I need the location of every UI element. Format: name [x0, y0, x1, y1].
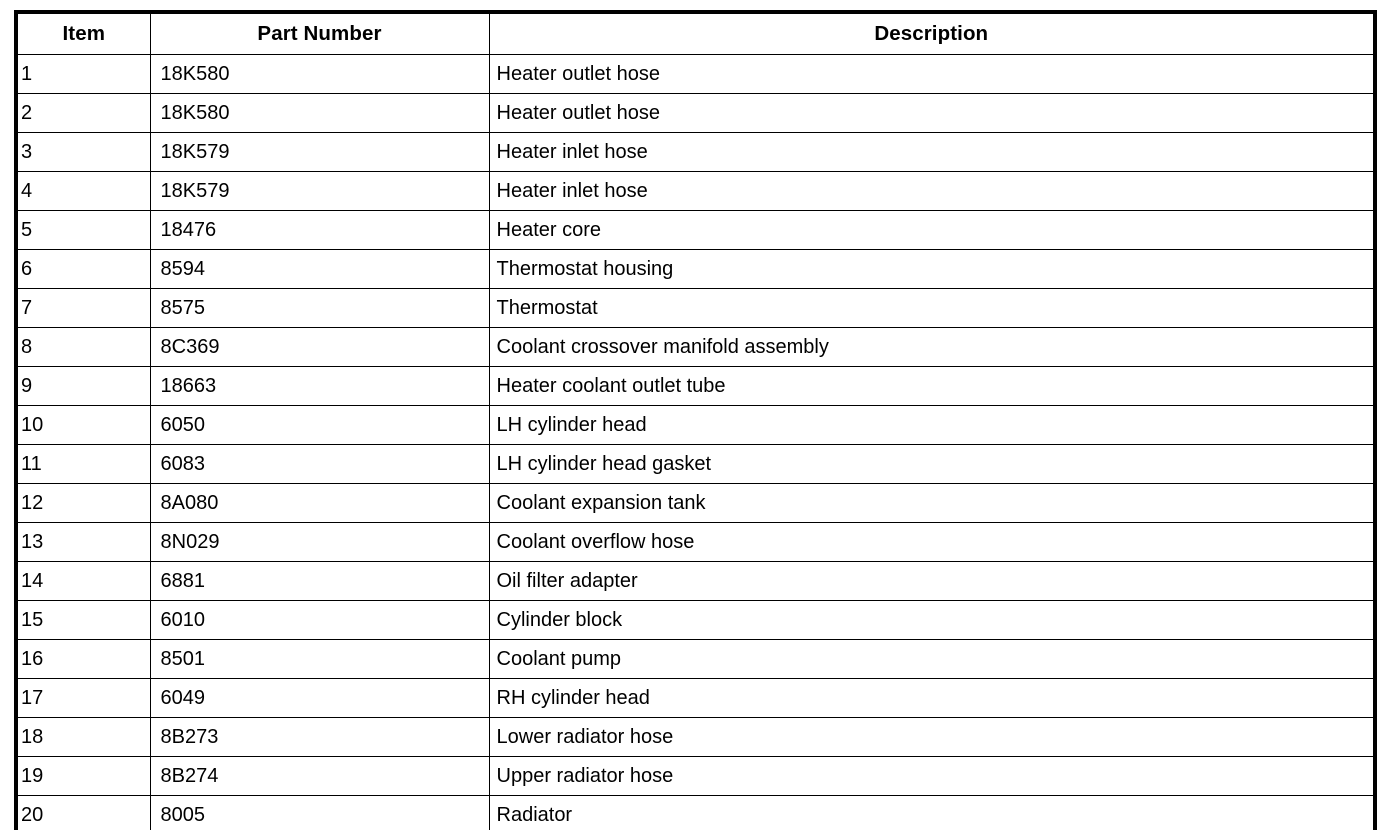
table-row [16, 55, 1375, 94]
cell-item-number: 14 [16, 562, 150, 601]
table-row [16, 484, 1375, 523]
cell-part-number: 18K580 [150, 94, 489, 133]
table-row [16, 133, 1375, 172]
cell-item-number: 9 [16, 367, 150, 406]
table-row [16, 718, 1375, 757]
table-row [16, 679, 1375, 718]
table-row [16, 757, 1375, 796]
cell-item-number: 15 [16, 601, 150, 640]
cell-item-number: 18 [16, 718, 150, 757]
cell-description: Heater outlet hose [489, 55, 1375, 94]
cell-part-number: 8N029 [150, 523, 489, 562]
cell-part-number: 8B273 [150, 718, 489, 757]
cell-item-number: 4 [16, 172, 150, 211]
cell-description: Heater inlet hose [489, 133, 1375, 172]
table-row [16, 289, 1375, 328]
cell-item-number: 16 [16, 640, 150, 679]
table-body [16, 55, 1375, 830]
table-header-row [16, 12, 1375, 55]
cell-part-number: 8501 [150, 640, 489, 679]
cell-description: Upper radiator hose [489, 757, 1375, 796]
cell-item-number: 1 [16, 55, 150, 94]
table-row [16, 796, 1375, 830]
cell-item-number: 2 [16, 94, 150, 133]
cell-part-number: 6010 [150, 601, 489, 640]
table-row [16, 172, 1375, 211]
cell-item-number: 7 [16, 289, 150, 328]
cell-item-number: 6 [16, 250, 150, 289]
cell-item-number: 13 [16, 523, 150, 562]
cell-item-number: 8 [16, 328, 150, 367]
cell-part-number: 8594 [150, 250, 489, 289]
cell-description: Thermostat [489, 289, 1375, 328]
table-header [16, 12, 1375, 55]
table-row [16, 562, 1375, 601]
cell-part-number: 8005 [150, 796, 489, 830]
parts-table-container [14, 10, 1377, 830]
cell-item-number: 12 [16, 484, 150, 523]
cell-item-number: 10 [16, 406, 150, 445]
cell-description: Thermostat housing [489, 250, 1375, 289]
table-row [16, 445, 1375, 484]
cell-item-number: 17 [16, 679, 150, 718]
cell-part-number: 8C369 [150, 328, 489, 367]
cell-description: Cylinder block [489, 601, 1375, 640]
cell-part-number: 6049 [150, 679, 489, 718]
cell-item-number: 20 [16, 796, 150, 830]
cell-part-number: 8B274 [150, 757, 489, 796]
cell-part-number: 8A080 [150, 484, 489, 523]
cell-description: Coolant overflow hose [489, 523, 1375, 562]
table-row [16, 94, 1375, 133]
cell-item-number: 11 [16, 445, 150, 484]
cell-description: Coolant expansion tank [489, 484, 1375, 523]
cell-part-number: 18K579 [150, 172, 489, 211]
cell-description: Oil filter adapter [489, 562, 1375, 601]
table-row [16, 640, 1375, 679]
cell-part-number: 18476 [150, 211, 489, 250]
cell-item-number: 5 [16, 211, 150, 250]
cell-part-number: 18K579 [150, 133, 489, 172]
cell-description: Coolant crossover manifold assembly [489, 328, 1375, 367]
cell-description: Heater coolant outlet tube [489, 367, 1375, 406]
table-row [16, 211, 1375, 250]
cell-description: Heater inlet hose [489, 172, 1375, 211]
cell-part-number: 8575 [150, 289, 489, 328]
cell-part-number: 6083 [150, 445, 489, 484]
cell-description: Coolant pump [489, 640, 1375, 679]
cell-part-number: 6050 [150, 406, 489, 445]
parts-list-table [14, 10, 1377, 830]
table-row [16, 328, 1375, 367]
cell-description: Radiator [489, 796, 1375, 830]
table-row [16, 367, 1375, 406]
cell-part-number: 18K580 [150, 55, 489, 94]
column-header-item: Item [16, 12, 150, 55]
cell-part-number: 6881 [150, 562, 489, 601]
cell-description: Heater outlet hose [489, 94, 1375, 133]
cell-description: Lower radiator hose [489, 718, 1375, 757]
column-header-description: Description [489, 12, 1375, 55]
table-row [16, 523, 1375, 562]
table-row [16, 250, 1375, 289]
cell-description: RH cylinder head [489, 679, 1375, 718]
cell-description: LH cylinder head gasket [489, 445, 1375, 484]
cell-item-number: 19 [16, 757, 150, 796]
cell-item-number: 3 [16, 133, 150, 172]
cell-description: LH cylinder head [489, 406, 1375, 445]
cell-part-number: 18663 [150, 367, 489, 406]
table-row [16, 601, 1375, 640]
column-header-part-number: Part Number [150, 12, 489, 55]
cell-description: Heater core [489, 211, 1375, 250]
table-row [16, 406, 1375, 445]
